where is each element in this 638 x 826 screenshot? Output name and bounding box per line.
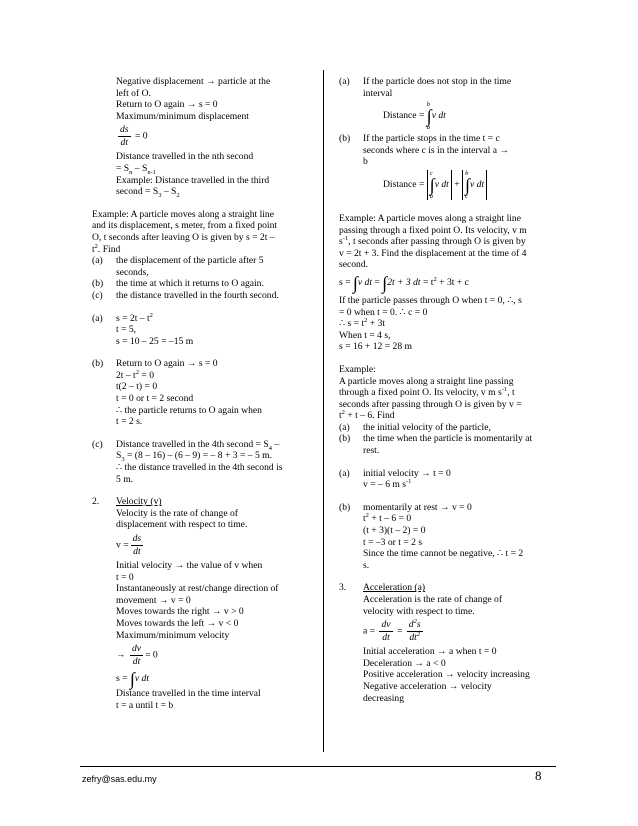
section-title-text: Velocity (v)	[116, 496, 162, 508]
text-line: (t + 3)(t – 2) = 0	[363, 525, 426, 537]
equation-acceleration	[363, 619, 554, 644]
item-label: (b)	[339, 501, 351, 513]
text-line: Return to O again → s = 0	[116, 358, 218, 370]
text-line: Distance travelled in the nth second	[116, 151, 254, 163]
text-line: the time when the particle is momentarily at	[363, 433, 533, 445]
integrand: v dt	[470, 179, 485, 191]
integral-sign: ∫	[352, 272, 358, 293]
text-line: left of O.	[116, 87, 151, 99]
answer-b	[339, 502, 554, 572]
text: second = S	[116, 186, 159, 198]
text-line	[339, 410, 554, 422]
text: s	[416, 619, 421, 631]
text: + t – 6. Find	[344, 410, 395, 422]
text: – S	[161, 186, 177, 198]
equation-lhs: v =	[116, 539, 129, 551]
integral-sign: ∫	[382, 272, 388, 293]
text-line: seconds,	[116, 266, 149, 278]
right-column	[339, 76, 554, 704]
upper-limit: c	[429, 169, 433, 177]
superscript: -1	[342, 234, 349, 242]
superscript: 2	[416, 631, 421, 638]
text-line: Negative acceleration → velocity	[363, 680, 492, 692]
text: ∴ s = t	[339, 318, 365, 330]
text-line: If the particle passes through O when t = 0, ∴, s	[339, 294, 522, 306]
fraction	[130, 643, 143, 668]
text: . Find	[97, 243, 121, 255]
question-a	[92, 255, 314, 278]
text-line: the displacement of the particle after 5	[116, 255, 264, 267]
section-title	[363, 582, 554, 594]
absolute-value	[427, 170, 452, 200]
footer-email: zefry@sas.edu.my	[82, 774, 157, 784]
text: s = 2t – t	[116, 312, 150, 324]
text-line	[363, 513, 554, 525]
text-line: Initial acceleration → a when t = 0	[363, 646, 497, 658]
text-line: s = 16 + 12 = 28 m	[339, 341, 412, 353]
item-label: (b)	[339, 133, 351, 145]
text-line	[116, 450, 314, 462]
text: t	[339, 410, 342, 422]
text-line	[116, 439, 314, 451]
left-column	[92, 76, 314, 711]
equation-solution	[339, 274, 554, 292]
question-b	[339, 433, 554, 456]
equation-lhs: Distance =	[383, 110, 425, 122]
text-line: ∴ the distance travelled in the 4th second is	[116, 462, 283, 474]
denominator	[407, 632, 422, 644]
fraction	[118, 124, 131, 149]
text-line: Initial velocity → the value of v when	[116, 560, 263, 571]
upper-limit: b	[426, 101, 431, 109]
text-line: Acceleration is the rate of change of	[363, 594, 503, 605]
subscript: n-1	[147, 168, 157, 176]
numerator: dv	[132, 643, 142, 655]
section-number: 3.	[339, 582, 347, 594]
text: S	[116, 450, 122, 462]
text-line: s.	[363, 559, 370, 571]
equation-lhs: s =	[339, 277, 351, 289]
item-label: (b)	[339, 433, 351, 445]
text-line: displacement with respect to time.	[116, 519, 248, 531]
plus-sign: +	[454, 179, 460, 191]
text-line: the distance travelled in the fourth second.	[116, 289, 279, 301]
text-line: Return to O again → s = 0	[116, 99, 218, 111]
superscript: 2	[341, 409, 345, 417]
text-line: b	[363, 156, 368, 168]
integrand: v dt	[357, 277, 373, 289]
integral-sign: ∫	[426, 106, 432, 127]
item-label: (a)	[92, 312, 103, 324]
subscript: 3	[158, 192, 162, 200]
answer-b	[92, 358, 314, 428]
numerator: dv	[381, 619, 391, 631]
section-number: 2.	[92, 496, 100, 508]
text-line: Maximum/minimum velocity	[116, 629, 230, 641]
text: + 3t + c	[436, 277, 469, 289]
answer-c	[92, 439, 314, 485]
text-line: t = –3 or t = 2 s	[363, 536, 423, 548]
text-line	[116, 186, 314, 198]
text: through a fixed point O. Its velocity, v m s	[339, 387, 502, 399]
text: dt	[409, 632, 417, 644]
text-line: Example:	[339, 363, 376, 375]
text: – S	[132, 162, 148, 174]
text: 2t – t	[116, 369, 136, 381]
text: s	[339, 236, 343, 248]
text-line: O, t seconds after leaving O is given by s = 2t –	[92, 231, 275, 243]
text-line: ∴ the particle returns to O again when	[116, 404, 262, 416]
equation-rhs: = 0	[145, 649, 158, 661]
text-line: Moves towards the right → v > 0	[116, 606, 244, 618]
lower-limit: a	[429, 192, 434, 200]
text-line: t = 5,	[116, 324, 137, 336]
question-b	[92, 278, 314, 290]
subscript: 4	[268, 444, 272, 452]
superscript: 2	[365, 512, 369, 520]
text: = 0	[138, 369, 154, 381]
numerator: ds	[132, 533, 142, 544]
subscript: 2	[176, 192, 180, 200]
denominator: dt	[133, 546, 141, 557]
text-line: s = 10 – 25 = –15 m	[116, 335, 194, 347]
text: + t – 6 = 0	[368, 513, 412, 525]
text-line	[116, 313, 314, 325]
text-line: seconds where c is in the interval a →	[363, 144, 509, 156]
text-line: = 0 when t = 0. ∴ c = 0	[339, 306, 428, 318]
text: Distance travelled in the 4th second = S	[116, 438, 269, 450]
text-line	[339, 387, 554, 399]
page-number: 8	[535, 768, 542, 783]
numerator: ds	[120, 124, 129, 136]
equation-distance-1	[363, 101, 554, 131]
text-line	[339, 236, 554, 248]
equation-s-integral	[116, 670, 314, 688]
text-line: velocity with respect to time.	[363, 605, 475, 617]
equation-v	[116, 533, 314, 558]
text-line: interval	[363, 87, 393, 99]
section-velocity	[92, 496, 314, 711]
superscript: 2	[413, 618, 417, 625]
text-line: and its displacement, s meter, from a fixed point	[92, 220, 278, 232]
integral-sign: ∫	[129, 669, 135, 690]
text-line: Example: Distance travelled in the third	[116, 174, 270, 186]
text: = t	[423, 277, 434, 289]
integrand: 2t + 3 dt	[387, 277, 421, 289]
text-line: decreasing	[363, 692, 405, 704]
equals-sign: =	[396, 625, 403, 637]
text-line: Example: A particle moves along a straight line	[339, 212, 521, 224]
text: d	[408, 619, 414, 631]
section-title-text: Acceleration (a)	[363, 582, 426, 594]
text-line: t = 0 or t = 2 second	[116, 393, 194, 405]
superscript: -1	[501, 385, 508, 393]
text-line	[116, 370, 314, 382]
text-line: t(2 – t) = 0	[116, 381, 158, 393]
text-line: Moves towards the left → v < 0	[116, 617, 239, 629]
integrand: v dt	[434, 179, 449, 191]
equals-sign: =	[374, 277, 380, 289]
denominator: dt	[132, 656, 141, 668]
text: , t seconds after passing through O is given by	[348, 236, 526, 248]
item-label: (c)	[92, 438, 103, 450]
text: v = – 6 m s	[363, 479, 406, 491]
text: = (8 – 16) – (6 – 9) = – 8 + 3 = – 5 m.	[124, 450, 273, 462]
text: , t	[507, 387, 515, 399]
item-label: (c)	[92, 289, 103, 301]
text-line: Deceleration → a < 0	[363, 657, 446, 669]
text-line: Positive acceleration → velocity increasing	[363, 669, 530, 681]
denominator: dt	[120, 137, 128, 149]
answer-a	[92, 313, 314, 348]
text-line	[116, 163, 314, 175]
text-line: Velocity is the rate of change of	[116, 507, 239, 519]
text-line: t = 0	[116, 571, 134, 583]
superscript: 2	[364, 316, 368, 324]
text: + 3t	[367, 318, 386, 330]
numerator	[407, 619, 423, 632]
arrow-icon: →	[116, 649, 126, 661]
integral-sign: ∫	[429, 174, 435, 195]
distance-case-b	[339, 133, 554, 202]
integrand: v dt	[134, 673, 150, 685]
section-acceleration	[339, 582, 554, 704]
text-line: v = 2t + 3. Find the displacement at the time of 4	[339, 247, 527, 259]
subscript: n	[129, 168, 133, 176]
footer-rule	[80, 766, 556, 767]
fraction	[379, 619, 392, 644]
text-line: passing through a fixed point O. Its velocity, v m	[339, 224, 527, 236]
equation-lhs: s =	[116, 673, 128, 685]
equation-lhs: Distance =	[383, 179, 425, 191]
fraction	[131, 533, 144, 558]
text-line: Example: A particle moves along a straight line	[92, 208, 274, 220]
superscript: -1	[406, 478, 412, 486]
fraction	[407, 619, 423, 644]
text-line: If the particle stops in the time t = c	[363, 133, 500, 145]
text-line: momentarily at rest → v = 0	[363, 501, 472, 513]
text-line	[92, 244, 314, 256]
absolute-value	[462, 170, 487, 200]
superscript: 2	[135, 368, 139, 376]
item-label: (a)	[339, 421, 350, 433]
column-divider	[323, 70, 324, 752]
text-line: t = a until t = b	[116, 699, 174, 711]
equation-dvdt	[116, 643, 314, 668]
superscript: 2	[149, 311, 153, 319]
question-c	[92, 290, 314, 302]
denominator: dt	[382, 632, 390, 644]
text-line: 5 m.	[116, 473, 134, 485]
text-line: initial velocity → t = 0	[363, 467, 451, 479]
text: = S	[116, 162, 130, 174]
integral-sign: ∫	[465, 174, 471, 195]
text-line: A particle moves along a straight line passing	[339, 375, 514, 387]
item-label: (a)	[339, 76, 350, 87]
text-line: When t = 4 s,	[339, 329, 391, 341]
text-line: Distance travelled in the time interval	[116, 688, 261, 700]
text-line: t = 2 s.	[116, 416, 143, 428]
text: –	[272, 438, 280, 450]
integrand: v dt	[431, 110, 446, 122]
text-line: Instantaneously at rest/change direction of	[116, 583, 279, 595]
text-line: the initial velocity of the particle,	[363, 421, 491, 433]
text-line: Maximum/minimum displacement	[116, 110, 249, 122]
text-line: Negative displacement → particle at the	[116, 76, 271, 87]
text-line: Since the time cannot be negative, ∴ t = 2	[363, 548, 524, 560]
answer-a	[339, 468, 554, 491]
question-a	[339, 422, 554, 434]
text-line: movement → v = 0	[116, 594, 191, 606]
text-line: second.	[339, 259, 369, 271]
text-line	[363, 479, 554, 491]
item-label: (a)	[339, 467, 350, 479]
item-label: (b)	[92, 278, 104, 290]
distance-case-a	[339, 76, 554, 133]
equation-dsdt	[116, 124, 314, 149]
lower-limit: c	[465, 192, 468, 200]
upper-limit: b	[465, 169, 469, 177]
superscript: 2	[94, 242, 98, 250]
lower-limit: a	[426, 124, 431, 132]
subscript: 3	[121, 456, 125, 464]
text-line: rest.	[363, 445, 380, 457]
item-label: (b)	[92, 358, 104, 370]
equation-rhs: = 0	[134, 131, 148, 143]
superscript: 2	[433, 275, 437, 283]
section-title	[116, 496, 314, 508]
equation-lhs: a =	[363, 625, 376, 637]
text-line: the time at which it returns to O again.	[116, 278, 264, 290]
text-line: seconds after passing through O is given by v =	[339, 398, 522, 410]
text-line	[339, 318, 554, 330]
equation-distance-2	[363, 170, 554, 200]
text: t	[363, 513, 366, 525]
item-label: (a)	[92, 255, 103, 267]
text-line: If the particle does not stop in the time	[363, 76, 512, 87]
text: t	[92, 243, 95, 255]
